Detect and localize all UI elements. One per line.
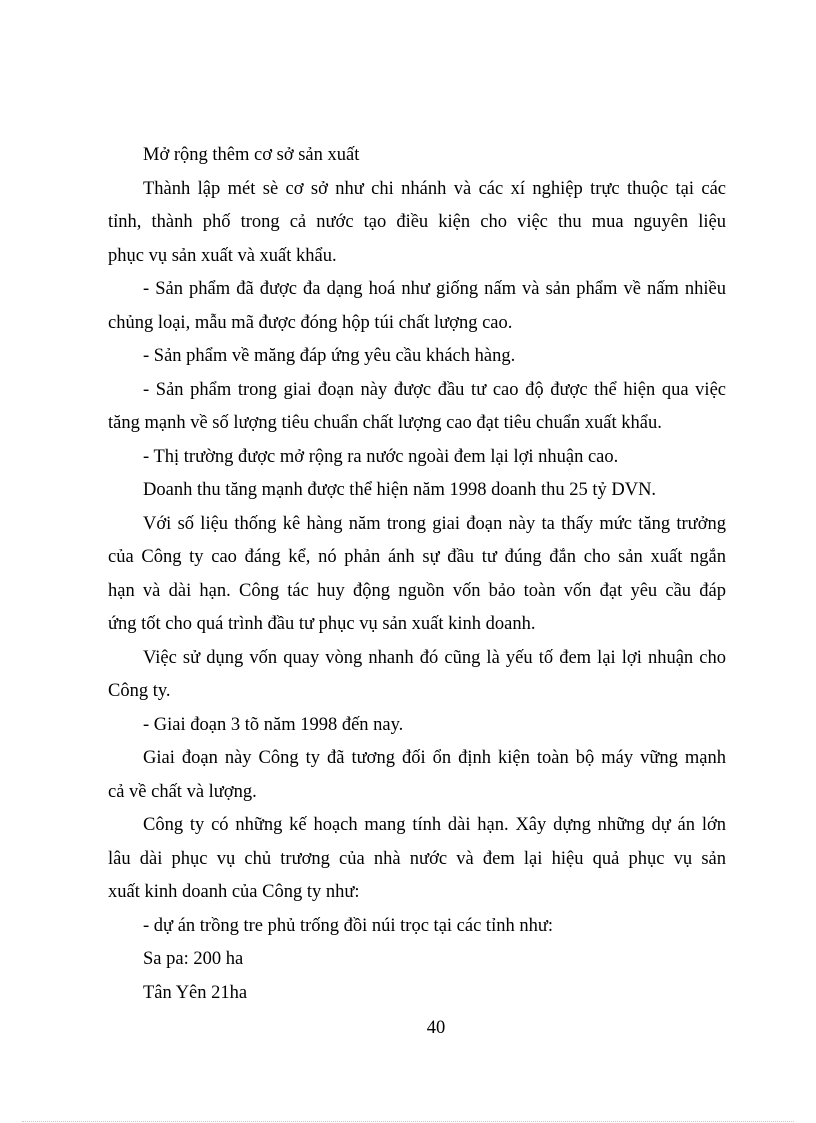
body-text (108, 139, 726, 1010)
text-line: xuất kinh doanh của Công ty như: (108, 882, 360, 902)
bullet-line: - Sản phẩm về măng đáp ứng yêu cầu khách hàng. (143, 346, 516, 366)
text-line: Công ty có những kế hoạch mang tính dài hạn. Xây dựng những dự án lớn (143, 815, 726, 835)
text-line: Tân Yên 21ha (143, 982, 248, 1003)
bullet-line: - Thị trường được mở rộng ra nước ngoài đem lại lợi nhuận cao. (143, 446, 619, 467)
text-line: tăng mạnh về số lượng tiêu chuẩn chất lượng cao đạt tiêu chuẩn xuất khẩu. (108, 413, 662, 433)
text-line: phục vụ sản xuất và xuất khẩu. (108, 245, 337, 266)
text-line: Với số liệu thống kê hàng năm trong giai đoạn này ta thấy mức tăng trưởng (143, 513, 726, 534)
text-line: tỉnh, thành phố trong cả nước tạo điều kiện cho việc thu mua nguyên liệu (108, 212, 726, 232)
text-line: của Công ty cao đáng kể, nó phản ánh sự đầu tư đúng đắn cho sản xuất ngắn (108, 547, 726, 567)
text-line: Việc sử dụng vốn quay vòng nhanh đó cũng là yếu tố đem lại lợi nhuận cho (143, 647, 726, 668)
bullet-line: - Sản phẩm đã được đa dạng hoá như giống nấm và sản phẩm về nấm nhiều (143, 279, 726, 299)
text-line: chủng loại, mẫu mã được đóng hộp túi chất lượng cao. (108, 312, 513, 333)
page-number: 40 (426, 1018, 446, 1038)
bullet-line: - Sản phẩm trong giai đoạn này được đầu tư cao độ được thể hiện qua việc (143, 379, 726, 400)
text-line: lâu dài phục vụ chủ trương của nhà nước và đem lại hiệu quả phục vụ sản (108, 848, 726, 869)
bullet-line: - dự án trồng tre phủ trống đồi núi trọc tại các tỉnh như: (143, 915, 553, 936)
text-line: ứng tốt cho quá trình đầu tư phục vụ sản xuất kinh doanh. (108, 614, 536, 634)
text-line-subheading: Mở rộng thêm cơ sở sản xuất (143, 145, 360, 165)
text-line: Sa pa: 200 ha (143, 949, 244, 969)
text-line: Công ty. (108, 681, 171, 701)
bullet-line: - Giai đoạn 3 tõ năm 1998 đến nay. (143, 714, 404, 735)
text-line: Giai đoạn này Công ty đã tương đối ổn định kiện toàn bộ máy vững mạnh (143, 748, 726, 768)
text-line: cả về chất và lượng. (108, 781, 257, 802)
text-line: hạn và dài hạn. Công tác huy động nguồn vốn bảo toàn vốn đạt yêu cầu đáp (108, 580, 726, 601)
text-line: Thành lập mét sè cơ sở như chi nhánh và các xí nghiệp trực thuộc tại các (143, 178, 726, 199)
page-bottom-divider (22, 1121, 794, 1122)
text-line: Doanh thu tăng mạnh được thể hiện năm 1998 doanh thu 25 tỷ DVN. (143, 480, 657, 500)
